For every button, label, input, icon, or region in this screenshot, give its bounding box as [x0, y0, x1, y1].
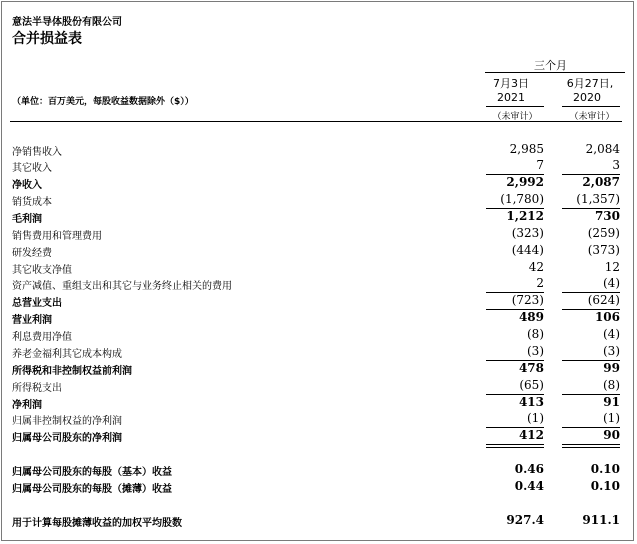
row-value-2020: (3) — [603, 344, 620, 358]
row-value-2021: 0.46 — [514, 462, 544, 476]
row-value-2021: (1,780) — [500, 192, 544, 206]
row-label: 销售费用和管理费用 — [12, 231, 102, 242]
row-value-2021: 2,992 — [506, 175, 544, 189]
col2-date: 6月27日, — [566, 77, 614, 90]
row-value-2021: 1,212 — [506, 209, 544, 223]
company-name: 意法半导体股份有限公司 — [12, 17, 122, 28]
row-value-2020: 106 — [594, 310, 620, 324]
row-label: 归属母公司股东的每股（基本）收益 — [12, 467, 172, 478]
col1-header-rule — [486, 106, 544, 107]
row-other-revenue — [12, 158, 622, 174]
row-label: 净收入 — [12, 180, 42, 191]
row-label: 利息费用净值 — [12, 332, 72, 343]
unit-note: （单位：百万美元，每股收益数据除外（$）） — [12, 97, 194, 107]
row-label: 其它收支净值 — [12, 265, 72, 276]
row-label: 归属母公司股东的净利润 — [12, 433, 122, 444]
row-gross-profit — [12, 209, 622, 225]
period-header: 三个月 — [534, 59, 567, 72]
row-value-2021: (3) — [527, 344, 544, 358]
row-other-income-net — [12, 260, 622, 276]
row-net-revenues — [12, 175, 622, 191]
row-value-2021: (65) — [519, 378, 544, 392]
row-net-income — [12, 395, 622, 411]
row-label: 归属非控制权益的净利润 — [12, 416, 122, 427]
row-value-2020: 99 — [603, 361, 620, 375]
row-net-sales — [12, 142, 622, 158]
row-value-2021: (1) — [527, 411, 544, 425]
row-cost-of-sales — [12, 192, 622, 208]
row-value-2020: 730 — [594, 209, 620, 223]
row-value-2021: 489 — [518, 310, 544, 324]
row-operating-income — [12, 310, 622, 326]
rule — [486, 444, 544, 445]
row-value-2021: 2 — [536, 276, 544, 290]
row-label: 养老金福利其它成本构成 — [12, 349, 122, 360]
row-value-2020: (373) — [587, 243, 620, 257]
row-value-2020: (624) — [587, 293, 620, 307]
col2-year: 2020 — [573, 91, 601, 104]
row-value-2020: (4) — [603, 327, 620, 341]
row-label: 净利润 — [12, 400, 42, 411]
row-value-2021: (8) — [527, 327, 544, 341]
col2-header-rule — [562, 106, 620, 107]
row-value-2020: 2,087 — [582, 175, 620, 189]
row-value-2020: (259) — [587, 226, 620, 240]
col1-date: 7月3日 — [493, 77, 529, 90]
row-label: 所得税支出 — [12, 383, 62, 394]
row-value-2020: 0.10 — [590, 479, 620, 493]
row-value-2020: (4) — [603, 276, 620, 290]
row-value-2021: 0.44 — [514, 479, 544, 493]
row-value-2021: 413 — [518, 395, 544, 409]
row-value-2020: (8) — [603, 378, 620, 392]
row-value-2021: 412 — [518, 428, 544, 442]
row-value-2021: (723) — [511, 293, 544, 307]
row-weighted-avg-shares — [12, 513, 622, 529]
statement-title: 合并损益表 — [12, 31, 82, 47]
row-value-2021: (323) — [511, 226, 544, 240]
row-label: 毛利润 — [12, 214, 42, 225]
row-label: 净销售收入 — [12, 147, 62, 158]
income-statement-frame — [1, 1, 634, 541]
row-label: 销货成本 — [12, 197, 52, 208]
row-label: 研发经费 — [12, 248, 52, 259]
row-value-2021: (444) — [511, 243, 544, 257]
row-label: 归属母公司股东的每股（摊薄）收益 — [12, 484, 172, 495]
header-separator — [10, 121, 622, 122]
row-noncontrolling-net-income — [12, 411, 622, 427]
row-value-2020: 12 — [604, 260, 620, 274]
row-label: 用于计算每股摊薄收益的加权平均股数 — [12, 518, 182, 529]
row-value-2021: 42 — [528, 260, 544, 274]
row-value-2020: (1,357) — [576, 192, 620, 206]
row-value-2020: 911.1 — [582, 513, 620, 527]
row-impairment-restructuring — [12, 276, 622, 292]
row-value-2020: 90 — [603, 428, 620, 442]
row-value-2020: 3 — [612, 158, 620, 172]
row-eps-basic — [12, 462, 622, 478]
double-rule — [486, 447, 544, 448]
row-value-2020: (1) — [603, 411, 620, 425]
row-pension-other-costs — [12, 344, 622, 360]
row-rd-expenses — [12, 243, 622, 259]
row-sga-expenses — [12, 226, 622, 242]
col1-year: 2021 — [497, 91, 525, 104]
period-underline — [485, 72, 625, 73]
row-label: 营业利润 — [12, 315, 52, 326]
row-value-2020: 91 — [603, 395, 620, 409]
row-interest-expense-net — [12, 327, 622, 343]
rule — [562, 444, 620, 445]
row-label: 所得税和非控制权益前利润 — [12, 366, 132, 377]
col1-audit-note: （未审计） — [492, 112, 538, 122]
row-income-tax-expense — [12, 378, 622, 394]
row-label: 总营业支出 — [12, 298, 62, 309]
row-value-2021: 7 — [536, 158, 544, 172]
row-value-2021: 478 — [518, 361, 544, 375]
row-value-2020: 2,084 — [585, 142, 620, 156]
row-parent-net-income — [12, 428, 622, 444]
row-total-operating-expenses — [12, 293, 622, 309]
row-label: 其它收入 — [12, 163, 52, 174]
row-value-2021: 927.4 — [506, 513, 544, 527]
row-value-2020: 0.10 — [590, 462, 620, 476]
row-label: 资产减值、重组支出和其它与业务终止相关的费用 — [12, 281, 232, 292]
col2-audit-note: （未审计） — [569, 112, 615, 122]
row-eps-diluted — [12, 479, 622, 495]
row-pretax-income — [12, 361, 622, 377]
double-rule — [562, 447, 620, 448]
row-value-2021: 2,985 — [509, 142, 544, 156]
